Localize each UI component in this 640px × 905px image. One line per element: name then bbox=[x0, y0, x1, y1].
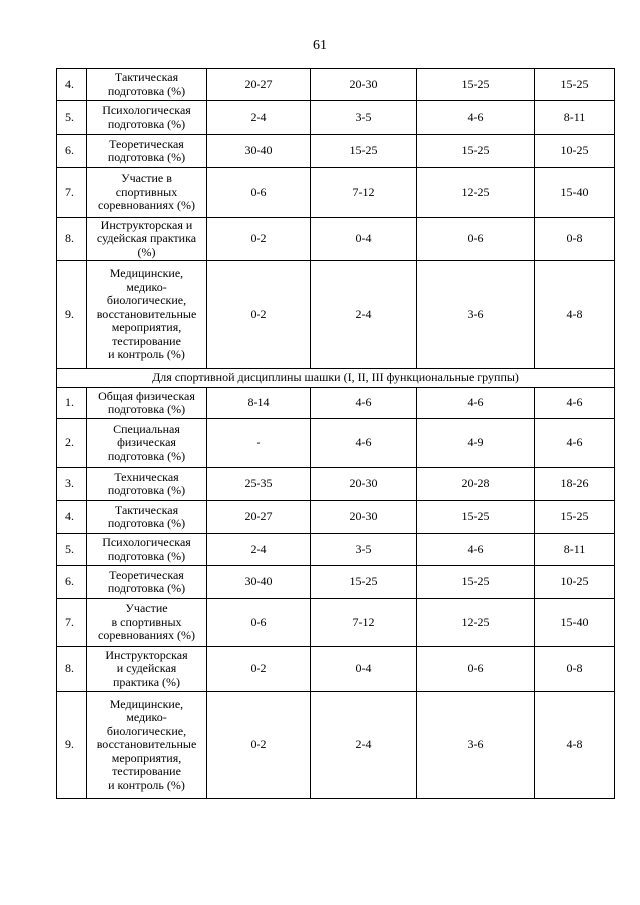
value-cell: 30-40 bbox=[207, 566, 311, 599]
value-cell: 3-5 bbox=[311, 101, 417, 135]
row-number: 2. bbox=[57, 419, 87, 468]
table-row bbox=[57, 501, 615, 534]
value-cell: 15-25 bbox=[535, 501, 615, 534]
value-cell: 4-6 bbox=[417, 534, 535, 566]
row-number: 9. bbox=[57, 261, 87, 369]
training-type-cell: Тактическая подготовка (%) bbox=[87, 69, 207, 101]
value-cell: 15-25 bbox=[417, 501, 535, 534]
training-type-cell: Тактическая подготовка (%) bbox=[87, 501, 207, 534]
value-cell: 15-25 bbox=[311, 566, 417, 599]
table-row bbox=[57, 468, 615, 501]
value-cell: 4-9 bbox=[417, 419, 535, 468]
value-cell: 0-2 bbox=[207, 261, 311, 369]
value-cell: 0-6 bbox=[207, 599, 311, 647]
value-cell: 2-4 bbox=[311, 261, 417, 369]
value-cell: 15-25 bbox=[417, 135, 535, 168]
value-cell: - bbox=[207, 419, 311, 468]
value-cell: 4-6 bbox=[417, 101, 535, 135]
training-type-cell: Участие в спортивных соревнованиях (%) bbox=[87, 599, 207, 647]
value-cell: 8-11 bbox=[535, 101, 615, 135]
training-type-cell: Медицинские, медико- биологические, восстановительные мероприятия, тестирование и контроль (%) bbox=[87, 261, 207, 369]
value-cell: 4-8 bbox=[535, 692, 615, 799]
table-row bbox=[57, 261, 615, 369]
training-type-cell: Общая физическая подготовка (%) bbox=[87, 388, 207, 419]
section-title: Для спортивной дисциплины шашки (I, II, III функциональные группы) bbox=[57, 369, 615, 388]
value-cell: 8-14 bbox=[207, 388, 311, 419]
value-cell: 12-25 bbox=[417, 599, 535, 647]
training-type-cell: Медицинские, медико- биологические, восстановительные мероприятия, тестирование и контроль (%) bbox=[87, 692, 207, 799]
row-number: 6. bbox=[57, 566, 87, 599]
table-row bbox=[57, 69, 615, 101]
value-cell: 7-12 bbox=[311, 168, 417, 218]
value-cell: 2-4 bbox=[207, 101, 311, 135]
training-type-cell: Специальная физическая подготовка (%) bbox=[87, 419, 207, 468]
row-number: 4. bbox=[57, 69, 87, 101]
training-type-cell: Теоретическая подготовка (%) bbox=[87, 135, 207, 168]
value-cell: 4-6 bbox=[535, 419, 615, 468]
value-cell: 0-8 bbox=[535, 218, 615, 261]
row-number: 7. bbox=[57, 168, 87, 218]
row-number: 3. bbox=[57, 468, 87, 501]
table-row bbox=[57, 566, 615, 599]
value-cell: 20-30 bbox=[311, 501, 417, 534]
training-type-cell: Психологическая подготовка (%) bbox=[87, 101, 207, 135]
value-cell: 12-25 bbox=[417, 168, 535, 218]
value-cell: 30-40 bbox=[207, 135, 311, 168]
value-cell: 15-25 bbox=[417, 69, 535, 101]
value-cell: 20-27 bbox=[207, 501, 311, 534]
row-number: 9. bbox=[57, 692, 87, 799]
training-type-cell: Психологическая подготовка (%) bbox=[87, 534, 207, 566]
row-number: 6. bbox=[57, 135, 87, 168]
table-row bbox=[57, 218, 615, 261]
value-cell: 4-6 bbox=[417, 388, 535, 419]
value-cell: 0-8 bbox=[535, 647, 615, 692]
value-cell: 10-25 bbox=[535, 135, 615, 168]
value-cell: 10-25 bbox=[535, 566, 615, 599]
value-cell: 8-11 bbox=[535, 534, 615, 566]
value-cell: 15-25 bbox=[311, 135, 417, 168]
value-cell: 0-6 bbox=[417, 218, 535, 261]
value-cell: 18-26 bbox=[535, 468, 615, 501]
row-number: 7. bbox=[57, 599, 87, 647]
table-row bbox=[57, 534, 615, 566]
table-row bbox=[57, 168, 615, 218]
value-cell: 15-40 bbox=[535, 599, 615, 647]
value-cell: 0-6 bbox=[417, 647, 535, 692]
value-cell: 4-6 bbox=[311, 388, 417, 419]
row-number: 4. bbox=[57, 501, 87, 534]
value-cell: 3-6 bbox=[417, 261, 535, 369]
value-cell: 0-2 bbox=[207, 692, 311, 799]
page-number: 61 bbox=[313, 38, 327, 53]
value-cell: 20-30 bbox=[311, 69, 417, 101]
training-type-cell: Инструкторская и судейская практика (%) bbox=[87, 647, 207, 692]
value-cell: 25-35 bbox=[207, 468, 311, 501]
value-cell: 0-4 bbox=[311, 218, 417, 261]
value-cell: 0-6 bbox=[207, 168, 311, 218]
row-number: 8. bbox=[57, 647, 87, 692]
training-ratio-table bbox=[56, 68, 615, 799]
value-cell: 15-25 bbox=[535, 69, 615, 101]
value-cell: 20-27 bbox=[207, 69, 311, 101]
value-cell: 3-5 bbox=[311, 534, 417, 566]
training-type-cell: Инструкторская и судейская практика (%) bbox=[87, 218, 207, 261]
value-cell: 0-2 bbox=[207, 647, 311, 692]
value-cell: 4-6 bbox=[311, 419, 417, 468]
value-cell: 2-4 bbox=[207, 534, 311, 566]
value-cell: 4-6 bbox=[535, 388, 615, 419]
training-type-cell: Участие в спортивных соревнованиях (%) bbox=[87, 168, 207, 218]
value-cell: 4-8 bbox=[535, 261, 615, 369]
row-number: 1. bbox=[57, 388, 87, 419]
row-number: 5. bbox=[57, 101, 87, 135]
value-cell: 15-40 bbox=[535, 168, 615, 218]
table-row bbox=[57, 647, 615, 692]
table-row bbox=[57, 135, 615, 168]
row-number: 8. bbox=[57, 218, 87, 261]
section-header-row bbox=[57, 369, 615, 388]
training-type-cell: Техническая подготовка (%) bbox=[87, 468, 207, 501]
value-cell: 15-25 bbox=[417, 566, 535, 599]
value-cell: 0-4 bbox=[311, 647, 417, 692]
table-row bbox=[57, 692, 615, 799]
value-cell: 20-30 bbox=[311, 468, 417, 501]
table-row bbox=[57, 101, 615, 135]
value-cell: 7-12 bbox=[311, 599, 417, 647]
table-row bbox=[57, 599, 615, 647]
row-number: 5. bbox=[57, 534, 87, 566]
training-type-cell: Теоретическая подготовка (%) bbox=[87, 566, 207, 599]
table-row bbox=[57, 419, 615, 468]
value-cell: 20-28 bbox=[417, 468, 535, 501]
table-row bbox=[57, 388, 615, 419]
value-cell: 2-4 bbox=[311, 692, 417, 799]
value-cell: 0-2 bbox=[207, 218, 311, 261]
value-cell: 3-6 bbox=[417, 692, 535, 799]
